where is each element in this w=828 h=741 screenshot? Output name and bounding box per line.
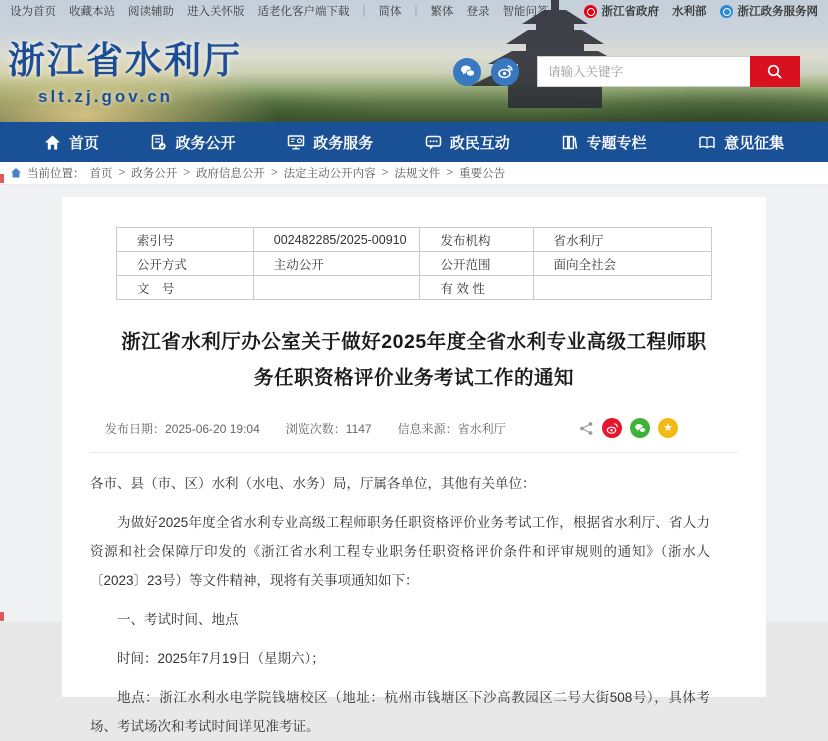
link-label: 浙江省政府 — [601, 6, 659, 18]
publish-date-label: 发布日期： — [105, 421, 166, 436]
view-count — [286, 420, 372, 437]
topbar-link-traditional[interactable]: 繁体 — [430, 6, 454, 18]
breadcrumb-home-icon — [10, 167, 22, 179]
separator: > — [446, 167, 454, 179]
breadcrumb — [0, 162, 828, 185]
info-value-scope: 面向全社会 — [533, 252, 712, 276]
info-value-doc-number — [253, 276, 420, 300]
zhejiang-gov-icon — [584, 5, 597, 18]
weibo-glyph — [497, 63, 514, 80]
nav-item-home[interactable] — [44, 132, 99, 153]
share-wechat-icon[interactable] — [630, 418, 650, 438]
breadcrumb-item-regulations[interactable]: 法规文件 — [394, 168, 441, 180]
paragraph-intro: 为做好2025年度全省水利专业高级工程师职务任职资格评价业务考试工作，根据省水利厅、省人力资源和社会保障厅印发的《浙江省水利工程专业职务任职资格评价条件和评审规则的通知》（浙水人〔2023〕23号）等文件精神，现将有关事项通知如下： — [90, 515, 710, 589]
view-count-value: 1147 — [345, 421, 372, 436]
link-zhejiang-gov[interactable] — [584, 3, 660, 19]
info-source-value: 省水利厅 — [457, 421, 506, 436]
nav-label: 专题专栏 — [586, 134, 647, 152]
info-label-index: 索引号 — [116, 228, 253, 252]
paragraph-section-heading: 一、考试时间、地点 — [117, 612, 239, 628]
monitor-icon — [287, 134, 305, 151]
info-source-label: 信息来源： — [397, 421, 458, 436]
share-nodes-icon[interactable] — [579, 421, 594, 436]
nav-label: 政务服务 — [313, 134, 374, 152]
info-value-issuer: 省水利厅 — [533, 228, 712, 252]
breadcrumb-item-gov-info[interactable]: 政府信息公开 — [195, 168, 265, 180]
chat-icon — [425, 134, 442, 151]
topbar-link-care-version[interactable]: 进入关怀版 — [187, 6, 245, 18]
share-qzone-star-icon[interactable]: ★ — [658, 418, 678, 438]
topbar-link-reading-aid[interactable]: 阅读辅助 — [128, 6, 174, 18]
left-edge-widget — [0, 174, 4, 183]
breadcrumb-item-home[interactable]: 首页 — [89, 168, 113, 180]
header-right — [453, 56, 800, 87]
info-value-index: 002482285/2025-00910 — [253, 228, 420, 252]
nav-item-feedback[interactable] — [698, 132, 784, 153]
topbar-links — [10, 3, 549, 19]
doc-check-icon — [150, 134, 167, 151]
paragraph-salutation: 各市、县（市、区）水利（水电、水务）局，厅属各单位，其他有关单位： — [90, 476, 536, 492]
info-label-open-mode: 公开方式 — [116, 252, 253, 276]
paragraph-exam-location: 地点：浙江水利水电学院钱塘校区（地址：杭州市钱塘区下沙高教园区二号大街508号），具体考场、考试场次和考试时间详见准考证。 — [90, 690, 710, 735]
info-label-scope: 公开范围 — [420, 252, 533, 276]
nav-label: 政务公开 — [175, 134, 236, 152]
article-meta — [90, 418, 738, 453]
breadcrumb-prefix: 当前位置： — [27, 168, 85, 180]
article-body — [90, 469, 738, 741]
wechat-glyph — [459, 63, 476, 80]
nav-label: 政民互动 — [449, 134, 510, 152]
breadcrumb-item-gov-open[interactable]: 政务公开 — [131, 168, 178, 180]
banner-main — [0, 22, 828, 122]
info-label-issuer: 发布机构 — [420, 228, 533, 252]
article-title: 浙江省水利厅办公室关于做好2025年度全省水利专业高级工程师职务任职资格评价业务考试工作的通知 — [121, 331, 707, 390]
open-book-icon — [698, 134, 716, 151]
topbar-link-set-homepage[interactable]: 设为首页 — [10, 6, 56, 18]
site-title: 浙江省水利厅 — [8, 41, 242, 82]
info-source — [398, 420, 506, 437]
topbar-link-elderly-client[interactable]: 适老化客户端下载 — [257, 6, 350, 18]
nav-item-gov-services[interactable] — [287, 132, 373, 153]
nav-item-interaction[interactable] — [425, 132, 510, 153]
nav-item-special-topics[interactable] — [561, 132, 646, 153]
nav-label: 意见征集 — [724, 134, 785, 152]
site-url: slt.zj.gov.cn — [38, 87, 174, 106]
article-card — [62, 197, 766, 735]
weibo-icon[interactable] — [491, 58, 519, 86]
share-buttons — [579, 418, 678, 438]
info-label-doc-number: 文 号 — [116, 276, 253, 300]
link-zhejiang-service[interactable] — [720, 3, 819, 19]
link-label: 水利部 — [672, 6, 707, 18]
separator: > — [381, 167, 389, 179]
site-logo — [8, 30, 242, 107]
table-row — [116, 276, 711, 300]
wechat-icon[interactable] — [453, 58, 481, 86]
breadcrumb-item-notices[interactable]: 重要公告 — [459, 168, 506, 180]
topbar-link-smart-qa[interactable]: 智能问答 — [502, 6, 549, 18]
publish-date-value: 2025-06-20 19:04 — [165, 421, 260, 436]
nav-item-gov-info[interactable] — [150, 132, 235, 153]
content-background — [0, 185, 828, 735]
search-button[interactable] — [750, 56, 800, 87]
topbar-link-simplified[interactable]: 简体 — [378, 6, 402, 18]
topbar-gov-links — [584, 3, 819, 19]
view-count-label: 浏览次数： — [285, 421, 346, 436]
info-label-validity: 有 效 性 — [420, 276, 533, 300]
info-value-validity — [533, 276, 712, 300]
link-label: 浙江政务服务网 — [737, 6, 818, 18]
search-box — [537, 56, 800, 87]
link-water-ministry[interactable] — [672, 3, 707, 19]
document-info-table — [116, 227, 712, 300]
topbar-link-bookmark[interactable]: 收藏本站 — [69, 6, 115, 18]
table-row — [116, 228, 711, 252]
main-nav — [0, 122, 828, 162]
paragraph-exam-time: 时间：2025年7月19日（星期六）； — [117, 651, 325, 667]
topbar — [0, 0, 828, 22]
separator: | — [362, 5, 366, 17]
nav-label: 首页 — [68, 134, 99, 152]
separator: | — [414, 5, 418, 17]
home-icon — [44, 134, 61, 151]
left-edge-widget — [0, 612, 4, 621]
zhejiang-service-icon — [720, 5, 733, 18]
site-header — [0, 0, 828, 122]
info-value-open-mode: 主动公开 — [253, 252, 420, 276]
topbar-link-login[interactable]: 登录 — [466, 6, 490, 18]
separator: > — [183, 167, 190, 179]
breadcrumb-item-statutory[interactable]: 法定主动公开内容 — [283, 168, 376, 180]
publish-date — [105, 420, 260, 437]
search-input[interactable] — [537, 56, 750, 87]
search-icon — [766, 63, 784, 81]
share-weibo-icon[interactable] — [602, 418, 622, 438]
books-icon — [561, 134, 578, 151]
separator: > — [270, 167, 278, 179]
separator: > — [118, 167, 126, 179]
table-row — [116, 252, 711, 276]
